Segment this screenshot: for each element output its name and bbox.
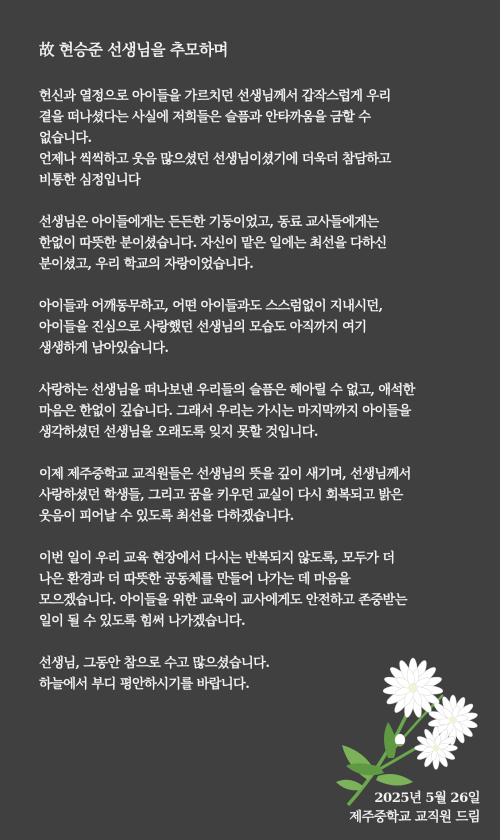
paragraph [39, 212, 479, 275]
text-line: 선생님은 아이들에게는 든든한 기둥이었고, 동료 교사들에게는 [39, 215, 379, 230]
signature-block [349, 789, 480, 827]
text-line: 사랑하셨던 학생들, 그리고 꿈을 키우던 교실이 다시 회복되고 밝은 [39, 488, 403, 503]
signature-sender: 제주중학교 교직원 드림 [349, 810, 480, 825]
text-line: 선생님, 그동안 참으로 수고 많으셨습니다. [39, 656, 270, 671]
paragraph [39, 548, 479, 632]
message-body [39, 86, 479, 716]
text-line: 분이셨고, 우리 학교의 자랑이었습니다. [39, 257, 254, 272]
text-line: 생각하셨던 선생님을 오래도록 잊지 못할 것입니다. [39, 425, 318, 440]
text-line: 모으겠습니다. 아이들을 위한 교육이 교사에게도 안전하고 존중받는 [39, 593, 407, 608]
text-line: 한없이 따뜻한 분이셨습니다. 자신이 맡은 일에는 최선을 다하신 [39, 236, 387, 251]
text-line: 곁을 떠나셨다는 사실에 저희들은 슬픔과 안타까움을 금할 수 [39, 110, 371, 125]
paragraph [39, 380, 479, 443]
page-title: 故 현승준 선생님을 추모하며 [39, 40, 228, 59]
text-line: 마음은 한없이 깊습니다. 그래서 우리는 가시는 마지막까지 아이들을 [39, 404, 411, 419]
text-line: 일이 될 수 있도록 힘써 나가겠습니다. [39, 614, 246, 629]
paragraph [39, 86, 479, 191]
text-line: 없습니다. [39, 131, 92, 146]
text-line: 헌신과 열정으로 아이들을 가르치던 선생님께서 갑작스럽게 우리 [39, 89, 391, 104]
text-line: 아이들과 어깨동무하고, 어떤 아이들과도 스스럼없이 지내시던, [39, 299, 383, 314]
text-line: 이제 제주중학교 교직원들은 선생님의 뜻을 깊이 새기며, 선생님께서 [39, 467, 411, 482]
text-line: 이번 일이 우리 교육 현장에서 다시는 반복되지 않도록, 모두가 더 [39, 551, 395, 566]
paragraph [39, 464, 479, 527]
text-line: 언제나 씩씩하고 웃음 많으셨던 선생님이셨기에 더욱더 참담하고 [39, 152, 391, 167]
white-chrysanthemum-icon [318, 640, 488, 810]
text-line: 웃음이 피어날 수 있도록 최선을 다하겠습니다. [39, 509, 294, 524]
text-line: 나은 환경과 더 따뜻한 공동체를 만들어 나가는 데 마음을 [39, 572, 351, 587]
text-line: 생생하게 남아있습니다. [39, 341, 169, 356]
text-line: 사랑하는 선생님을 떠나보낸 우리들의 슬픔은 헤아릴 수 없고, 애석한 [39, 383, 415, 398]
text-line: 비통한 심정입니다 [39, 173, 141, 188]
paragraph [39, 296, 479, 359]
signature-date: 2025년 5월 26일 [374, 791, 480, 806]
text-line: 하늘에서 부디 평안하시기를 바랍니다. [39, 677, 250, 692]
text-line: 아이들을 진심으로 사랑했던 선생님의 모습도 아직까지 여기 [39, 320, 367, 335]
